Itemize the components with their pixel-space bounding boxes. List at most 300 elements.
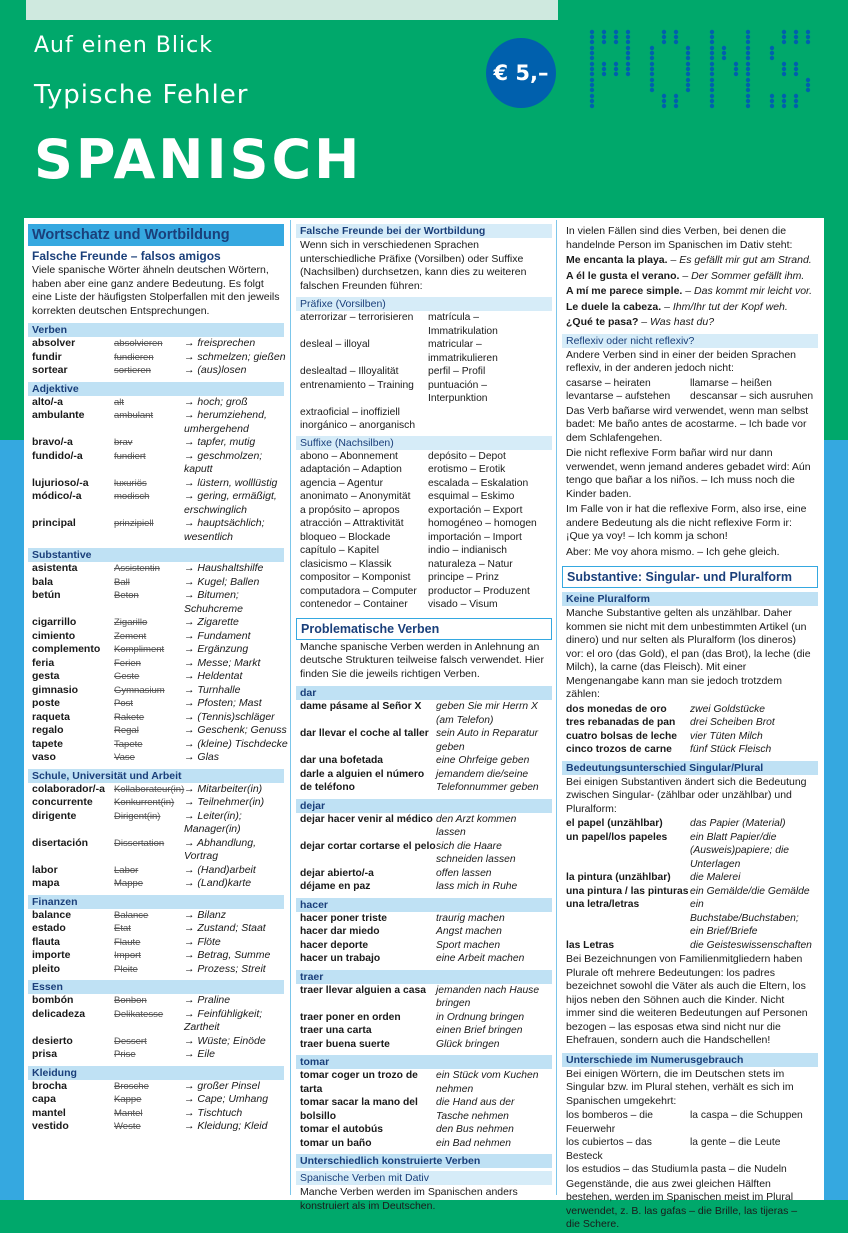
german-translation: Sport machen bbox=[436, 939, 501, 951]
logo-dot bbox=[626, 67, 630, 71]
affix-pair: principe – Prinz bbox=[428, 572, 499, 583]
logo-dot bbox=[794, 67, 798, 71]
false-friend: brav bbox=[114, 437, 133, 448]
spanish-word: brocha bbox=[32, 1079, 68, 1092]
logo-dot bbox=[746, 94, 750, 98]
correct-meaning: → Bilanz bbox=[184, 908, 227, 921]
logo-dot bbox=[602, 67, 606, 71]
substantive-heading: Substantive: Singular- und Pluralform bbox=[562, 566, 818, 588]
logo-dot bbox=[734, 72, 738, 76]
verb-row bbox=[296, 840, 552, 867]
example-row bbox=[562, 871, 818, 885]
vocab-row bbox=[28, 936, 284, 950]
verb-row bbox=[296, 768, 552, 795]
verb-row bbox=[296, 1096, 552, 1123]
false-friend: Bonbon bbox=[114, 995, 147, 1006]
correct-meaning: → freisprechen bbox=[184, 337, 256, 349]
numerus-pairs bbox=[562, 1109, 818, 1177]
logo-dot bbox=[614, 35, 618, 39]
affix-pair: aterrorizar – terrorisieren bbox=[300, 312, 414, 323]
logo-dot bbox=[626, 51, 630, 55]
logo-dot bbox=[710, 78, 714, 82]
verb-row bbox=[296, 727, 552, 754]
vocab-row bbox=[28, 490, 284, 517]
logo-dot bbox=[590, 104, 594, 108]
german-translation: offen lassen bbox=[436, 867, 492, 879]
german-translation: eine Arbeit machen bbox=[436, 953, 525, 964]
spanish-word: regalo bbox=[32, 724, 64, 736]
verb-row bbox=[296, 700, 552, 727]
spanish-word: cigarrillo bbox=[32, 616, 77, 628]
affix-row bbox=[296, 544, 552, 558]
vocab-row bbox=[28, 810, 284, 837]
spanish-word: fundido/-a bbox=[32, 449, 83, 462]
example-row bbox=[562, 716, 818, 730]
logo-dot bbox=[746, 67, 750, 71]
logo-dot bbox=[746, 62, 750, 66]
vocab-row bbox=[28, 1008, 284, 1035]
verb-row bbox=[296, 1069, 552, 1096]
correct-meaning: → Fundament bbox=[184, 629, 251, 642]
logo-dot bbox=[662, 94, 666, 98]
logo-dot bbox=[782, 40, 786, 44]
spanish-word: vestido bbox=[32, 1120, 69, 1132]
false-friend: Kompliment bbox=[114, 644, 165, 655]
spanish-word: principal bbox=[32, 517, 76, 529]
numerus-text: Gegenstände, die aus zwei gleichen Hälften bestehen, werden im Spanischen meist im Plural verwendet, z. B. las gafas – die Brille, las tijeras – die Schere. bbox=[566, 1177, 798, 1230]
logo-dot bbox=[662, 104, 666, 108]
correct-meaning: → gering, ermäßigt, erschwinglich bbox=[184, 490, 277, 516]
affix-pair: deslealtad – Illoyalität bbox=[300, 366, 399, 377]
spanish-sentence: A él le gusta el verano. bbox=[566, 269, 680, 282]
reflexiv-paragraph: Das Verb bañarse wird verwendet, wenn man selbst badet: Me baño antes de acostarme. – Ich bade vor dem Schlafengehen. bbox=[566, 404, 809, 444]
logo-dot bbox=[770, 51, 774, 55]
logo-dot bbox=[686, 51, 690, 55]
example-row bbox=[562, 703, 818, 717]
spanish-phrase: traer una carta bbox=[300, 1025, 372, 1036]
affix-row bbox=[296, 477, 552, 491]
bedeutung-intro: Bei einigen Substantiven ändert sich die Bedeutung zwischen Singular- (zählbar oder unzählbar) und Pluralform: bbox=[566, 775, 807, 815]
category-heading: Essen bbox=[28, 980, 284, 994]
german-translation: traurig machen bbox=[436, 912, 505, 924]
german-sentence: – Es gefällt mir gut am Strand. bbox=[670, 254, 812, 266]
false-friends-list bbox=[28, 323, 288, 1134]
affix-row bbox=[296, 571, 552, 585]
affix-row bbox=[296, 406, 552, 420]
logo-dot bbox=[686, 46, 690, 50]
spanish-word: bala bbox=[32, 575, 54, 588]
logo-dot bbox=[662, 40, 666, 44]
false-friend: Brosche bbox=[114, 1080, 149, 1092]
spanish-word: labor bbox=[32, 863, 58, 876]
logo-dot bbox=[710, 104, 714, 108]
affix-pair: capítulo – Kapitel bbox=[300, 545, 379, 556]
spanish-word: betún bbox=[32, 589, 61, 601]
vocab-row bbox=[28, 751, 284, 765]
correct-meaning: → Betrag, Summe bbox=[184, 949, 271, 961]
category-heading: Verben bbox=[28, 323, 284, 337]
vocab-row bbox=[28, 1120, 284, 1134]
german-term: ein Buchstabe/Buchstaben; ein Brief/Briefe bbox=[690, 899, 799, 937]
spanish-word: lujurioso/-a bbox=[32, 476, 89, 489]
dativ-continued: In vielen Fällen sind dies Verben, bei denen die handelnde Person im Spanischen im Dativ steht: bbox=[566, 225, 793, 251]
series-kicker: Auf einen Blick bbox=[34, 33, 213, 58]
logo-dot bbox=[626, 56, 630, 60]
affix-pair: erotismo – Erotik bbox=[428, 464, 506, 475]
logo-dot bbox=[590, 88, 594, 92]
section-heading: Falsche Freunde bei der Wortbildung bbox=[296, 224, 552, 238]
logo-dot bbox=[782, 30, 786, 34]
false-friend: alt bbox=[114, 396, 125, 408]
affix-pair: escalada – Eskalation bbox=[428, 477, 529, 489]
affix-pair: matrícula – Immatrikulation bbox=[428, 312, 498, 337]
logo-dot bbox=[794, 35, 798, 39]
logo-dot bbox=[650, 83, 654, 87]
affix-pair: entrenamiento – Training bbox=[300, 379, 414, 391]
keine-plural-heading: Keine Pluralform bbox=[562, 592, 818, 606]
vocab-row bbox=[28, 922, 284, 936]
affix-row bbox=[296, 450, 552, 464]
false-friend: luxuriös bbox=[114, 477, 147, 489]
false-friend: Kappe bbox=[114, 1094, 142, 1105]
vocab-row bbox=[28, 517, 284, 544]
vocab-row bbox=[28, 1093, 284, 1107]
false-friend: Mappe bbox=[114, 878, 144, 889]
dativ-example bbox=[562, 269, 818, 285]
pair-item: los estudios – das Studium bbox=[566, 1164, 690, 1175]
affix-pair: desleal – illoyal bbox=[300, 339, 370, 350]
correct-meaning: → Messe; Markt bbox=[184, 656, 261, 669]
logo-dot bbox=[650, 56, 654, 60]
false-friend: Kollaborateur(in) bbox=[114, 783, 185, 795]
vocab-row bbox=[28, 864, 284, 878]
affix-row bbox=[296, 585, 552, 599]
verb-row bbox=[296, 1123, 552, 1137]
vocab-row bbox=[28, 697, 284, 711]
suffix-list bbox=[296, 450, 552, 612]
german-translation: jemandem die/seine Telefonnummer geben bbox=[436, 768, 539, 793]
logo-dot bbox=[734, 67, 738, 71]
verb-row bbox=[296, 754, 552, 768]
logo-dot bbox=[710, 88, 714, 92]
german-translation: den Arzt kommen lassen bbox=[436, 813, 517, 838]
false-friend: ambulant bbox=[114, 410, 154, 421]
spanish-word: fundir bbox=[32, 350, 62, 363]
logo-dot bbox=[686, 83, 690, 87]
affix-row bbox=[296, 558, 552, 572]
correct-meaning: → Kleidung; Kleid bbox=[184, 1120, 268, 1132]
subheading: Falsche Freunde – falsos amigos bbox=[32, 249, 221, 263]
correct-meaning: → herumziehend, umhergehend bbox=[184, 409, 267, 435]
correct-meaning: → (Hand)arbeit bbox=[184, 863, 256, 876]
logo-dot bbox=[746, 72, 750, 76]
dativ-example bbox=[562, 253, 818, 269]
logo-dot bbox=[674, 35, 678, 39]
german-term: drei Scheiben Brot bbox=[690, 717, 775, 728]
affix-pair: esquimal – Eskimo bbox=[428, 491, 515, 502]
german-sentence: – Das kommt mir leicht vor. bbox=[685, 285, 813, 297]
logo-dot bbox=[614, 62, 618, 66]
spanish-word: disertación bbox=[32, 836, 89, 849]
logo-dot bbox=[794, 72, 798, 76]
false-friend: Labor bbox=[114, 864, 139, 876]
word-pair bbox=[562, 390, 818, 404]
correct-meaning: → Wüste; Einöde bbox=[184, 1034, 266, 1047]
category-heading: Adjektive bbox=[28, 382, 284, 396]
logo-dot bbox=[614, 67, 618, 71]
correct-meaning: → (aus)losen bbox=[184, 364, 247, 376]
reflexiv-paragraph: Die nicht reflexive Form bañar wird nur dann verwendet, wenn jemand anderes gebadet wird: Aún tengo que bañar a los niños. – Ich muss noch die Kinder baden. bbox=[566, 447, 811, 500]
logo-dot bbox=[710, 72, 714, 76]
correct-meaning: → hoch; groß bbox=[184, 395, 248, 408]
spanish-word: poste bbox=[32, 697, 61, 709]
spanish-phrase: traer poner en orden bbox=[300, 1011, 401, 1023]
logo-dot bbox=[710, 67, 714, 71]
spanish-phrase: dejar abierto/-a bbox=[300, 867, 374, 879]
german-translation: lass mich in Ruhe bbox=[436, 881, 518, 892]
german-sentence: – Ihm/Ihr tut der Kopf weh. bbox=[664, 300, 788, 313]
logo-dot bbox=[782, 62, 786, 66]
spanish-word: delicadeza bbox=[32, 1007, 86, 1020]
logo-dot bbox=[590, 72, 594, 76]
false-friend: Import bbox=[114, 950, 141, 961]
category-heading: Finanzen bbox=[28, 895, 284, 909]
correct-meaning: → Heldentat bbox=[184, 670, 243, 682]
logo-dot bbox=[746, 56, 750, 60]
spanish-term: dos monedas de oro bbox=[566, 703, 667, 715]
logo-dot bbox=[626, 72, 630, 76]
logo-dot bbox=[674, 30, 678, 34]
spanish-term: tres rebanadas de pan bbox=[566, 717, 676, 728]
example-row bbox=[562, 898, 818, 939]
verb-row bbox=[296, 984, 552, 1011]
verb-row bbox=[296, 1038, 552, 1052]
logo-dot bbox=[746, 51, 750, 55]
correct-meaning: → Bitumen; Schuhcreme bbox=[184, 589, 243, 615]
logo-dot bbox=[614, 72, 618, 76]
dativ-example bbox=[562, 300, 818, 316]
correct-meaning: → Flöte bbox=[184, 935, 221, 948]
german-term: zwei Goldstücke bbox=[690, 703, 765, 715]
logo-dot bbox=[770, 104, 774, 108]
correct-meaning: → Haushaltshilfe bbox=[184, 562, 264, 574]
correct-meaning: → Zustand; Staat bbox=[184, 922, 266, 934]
affix-pair: inorgánico – anorganisch bbox=[300, 420, 416, 431]
logo-dot bbox=[746, 88, 750, 92]
affix-pair: exportación – Export bbox=[428, 504, 523, 516]
logo-dot bbox=[794, 104, 798, 108]
logo-dot bbox=[782, 35, 786, 39]
word-pair bbox=[562, 377, 818, 391]
logo-dot bbox=[602, 30, 606, 34]
affix-pair: depósito – Depot bbox=[428, 450, 506, 462]
german-translation: eine Ohrfeige geben bbox=[436, 755, 530, 766]
bedeutung-examples bbox=[562, 817, 818, 952]
false-friend: Assistentin bbox=[114, 563, 160, 574]
affix-pair: a propósito – apropos bbox=[300, 504, 400, 516]
word-pair bbox=[562, 1109, 818, 1136]
german-term: ein Gemälde/die Gemälde bbox=[690, 885, 810, 897]
logo-dot bbox=[590, 78, 594, 82]
logo-dot bbox=[710, 46, 714, 50]
logo-dot bbox=[662, 30, 666, 34]
spanish-word: alto/-a bbox=[32, 395, 63, 408]
pair-item: los cubiertos – das Besteck bbox=[566, 1137, 652, 1162]
spanish-word: flauta bbox=[32, 935, 61, 948]
construct-heading: Unterschiedlich konstruierte Verben bbox=[296, 1154, 552, 1168]
spanish-term: las Letras bbox=[566, 939, 615, 951]
pair-item: los bomberos – die Feuerwehr bbox=[566, 1110, 654, 1135]
vocab-row bbox=[28, 616, 284, 630]
page-title: SPANISCH bbox=[34, 128, 363, 191]
category-heading: Kleidung bbox=[28, 1066, 284, 1080]
german-translation: ein Stück vom Kuchen nehmen bbox=[436, 1070, 539, 1095]
verb-groups bbox=[296, 686, 552, 1150]
logo-dot bbox=[782, 94, 786, 98]
affix-row bbox=[296, 517, 552, 531]
logo-dot bbox=[794, 99, 798, 103]
spanish-word: ambulante bbox=[32, 409, 85, 421]
logo-dot bbox=[650, 51, 654, 55]
vocab-row bbox=[28, 589, 284, 616]
german-translation: ein Bad nehmen bbox=[436, 1137, 511, 1149]
spanish-word: gesta bbox=[32, 670, 60, 682]
spanish-word: pleito bbox=[32, 962, 60, 975]
verb-heading: dar bbox=[296, 686, 552, 700]
german-term: ein Blatt Papier/die (Ausweis)papiere; die Unterlagen bbox=[690, 831, 790, 870]
spanish-sentence: Me encanta la playa. bbox=[566, 254, 668, 266]
false-friend: Prise bbox=[114, 1049, 136, 1060]
column-grammar bbox=[562, 224, 818, 1233]
spanish-word: desierto bbox=[32, 1034, 73, 1047]
logo-dot bbox=[686, 56, 690, 60]
affix-pair: visado – Visum bbox=[428, 599, 498, 610]
verb-row bbox=[296, 880, 552, 894]
correct-meaning: → hauptsächlich; wesentlich bbox=[184, 517, 265, 543]
vocab-row bbox=[28, 796, 284, 810]
verb-row bbox=[296, 1137, 552, 1151]
false-friend: Ball bbox=[114, 576, 130, 588]
pair-item: llamarse – heißen bbox=[690, 377, 772, 389]
false-friend: Gymnasium bbox=[114, 684, 165, 696]
spanish-term: una letra/letras bbox=[566, 899, 640, 910]
logo-dot bbox=[674, 40, 678, 44]
logo-dot bbox=[710, 99, 714, 103]
prefix-list bbox=[296, 311, 552, 433]
affix-row bbox=[296, 311, 552, 338]
spanish-word: balance bbox=[32, 908, 72, 921]
logo-dot bbox=[590, 94, 594, 98]
content-sheet bbox=[24, 218, 824, 1230]
spanish-phrase: dar una bofetada bbox=[300, 755, 383, 766]
column-vocabulary bbox=[28, 224, 288, 1134]
spanish-term: un papel/los papeles bbox=[566, 831, 668, 843]
intro-text: Viele spanische Wörter ähneln deutschen Wörtern, haben aber eine ganz andere Bedeutung. Es folgt eine Liste der häufigsten Stolperfallen mit den jeweils korrekten deutschen Entsprechungen. bbox=[32, 264, 280, 317]
logo-dot bbox=[590, 40, 594, 44]
verb-row bbox=[296, 1011, 552, 1025]
false-friend: Tapete bbox=[114, 738, 143, 750]
logo-dot bbox=[602, 35, 606, 39]
german-sentence: – Was hast du? bbox=[641, 316, 715, 328]
german-term: das Papier (Material) bbox=[690, 818, 786, 829]
correct-meaning: → (kleine) Tischdecke bbox=[184, 737, 288, 750]
vocab-row bbox=[28, 877, 284, 891]
logo-dot bbox=[710, 30, 714, 34]
false-friend: Pleite bbox=[114, 963, 138, 975]
logo-dot bbox=[590, 56, 594, 60]
example-row bbox=[562, 730, 818, 744]
vocab-row bbox=[28, 963, 284, 977]
affix-pair: productor – Produzent bbox=[428, 585, 530, 597]
vocab-row bbox=[28, 837, 284, 864]
verb-heading: hacer bbox=[296, 898, 552, 912]
affix-pair: computadora – Computer bbox=[300, 585, 417, 597]
spanish-term: una pintura / las pinturas bbox=[566, 885, 689, 897]
logo-dot bbox=[626, 30, 630, 34]
count-examples bbox=[562, 703, 818, 757]
german-sentence: – Der Sommer gefällt ihm. bbox=[682, 269, 805, 282]
pair-item: la gente – die Leute bbox=[690, 1137, 781, 1148]
logo-dot bbox=[626, 62, 630, 66]
correct-meaning: → Mitarbeiter(in) bbox=[184, 782, 263, 795]
affix-row bbox=[296, 504, 552, 518]
false-friend: Dirigent(in) bbox=[114, 810, 161, 822]
pair-item: casarse – heiraten bbox=[566, 377, 651, 389]
affix-pair: extraoficial – inoffiziell bbox=[300, 406, 400, 418]
vocab-row bbox=[28, 949, 284, 963]
correct-meaning: → Geschenk; Genuss bbox=[184, 724, 287, 736]
spanish-word: mantel bbox=[32, 1106, 66, 1119]
affix-pair: agencia – Agentur bbox=[300, 477, 384, 489]
false-friend: Flaute bbox=[114, 936, 141, 948]
affix-row bbox=[296, 598, 552, 612]
reflexiv-text bbox=[562, 404, 818, 561]
vocab-row bbox=[28, 409, 284, 436]
correct-meaning: → Praline bbox=[184, 994, 231, 1006]
verb-row bbox=[296, 1024, 552, 1038]
spanish-phrase: darle a alguien el número de teléfono bbox=[300, 768, 425, 793]
category-heading: Schule, Universität und Arbeit bbox=[28, 769, 284, 783]
german-translation: Glück bringen bbox=[436, 1038, 500, 1050]
false-friend: fundiert bbox=[114, 450, 146, 462]
affix-pair: bloqueo – Blockade bbox=[300, 531, 391, 543]
vocab-row bbox=[28, 783, 284, 797]
spanish-word: mapa bbox=[32, 877, 60, 889]
correct-meaning: → großer Pinsel bbox=[184, 1079, 260, 1092]
logo-dot bbox=[686, 78, 690, 82]
correct-meaning: → Tischtuch bbox=[184, 1106, 243, 1119]
reflexiv-heading: Reflexiv oder nicht reflexiv? bbox=[562, 334, 818, 348]
affix-pair: naturaleza – Natur bbox=[428, 558, 513, 570]
pair-item: la caspa – die Schuppen bbox=[690, 1110, 803, 1121]
logo-dot bbox=[686, 88, 690, 92]
german-translation: geben Sie mir Herrn X (am Telefon) bbox=[436, 701, 538, 726]
example-row bbox=[562, 885, 818, 899]
spanish-word: absolver bbox=[32, 337, 76, 349]
false-friend: Dessert bbox=[114, 1035, 147, 1047]
logo-dot bbox=[806, 78, 810, 82]
logo-dot bbox=[710, 94, 714, 98]
logo-dot bbox=[722, 51, 726, 55]
logo-dot bbox=[662, 35, 666, 39]
false-friend: Beton bbox=[114, 590, 139, 601]
spanish-word: módico/-a bbox=[32, 490, 82, 502]
verb-row bbox=[296, 925, 552, 939]
german-term: die Malerei bbox=[690, 872, 741, 883]
logo-dot bbox=[650, 67, 654, 71]
dativ-heading: Spanische Verben mit Dativ bbox=[296, 1171, 552, 1185]
verb-row bbox=[296, 939, 552, 953]
